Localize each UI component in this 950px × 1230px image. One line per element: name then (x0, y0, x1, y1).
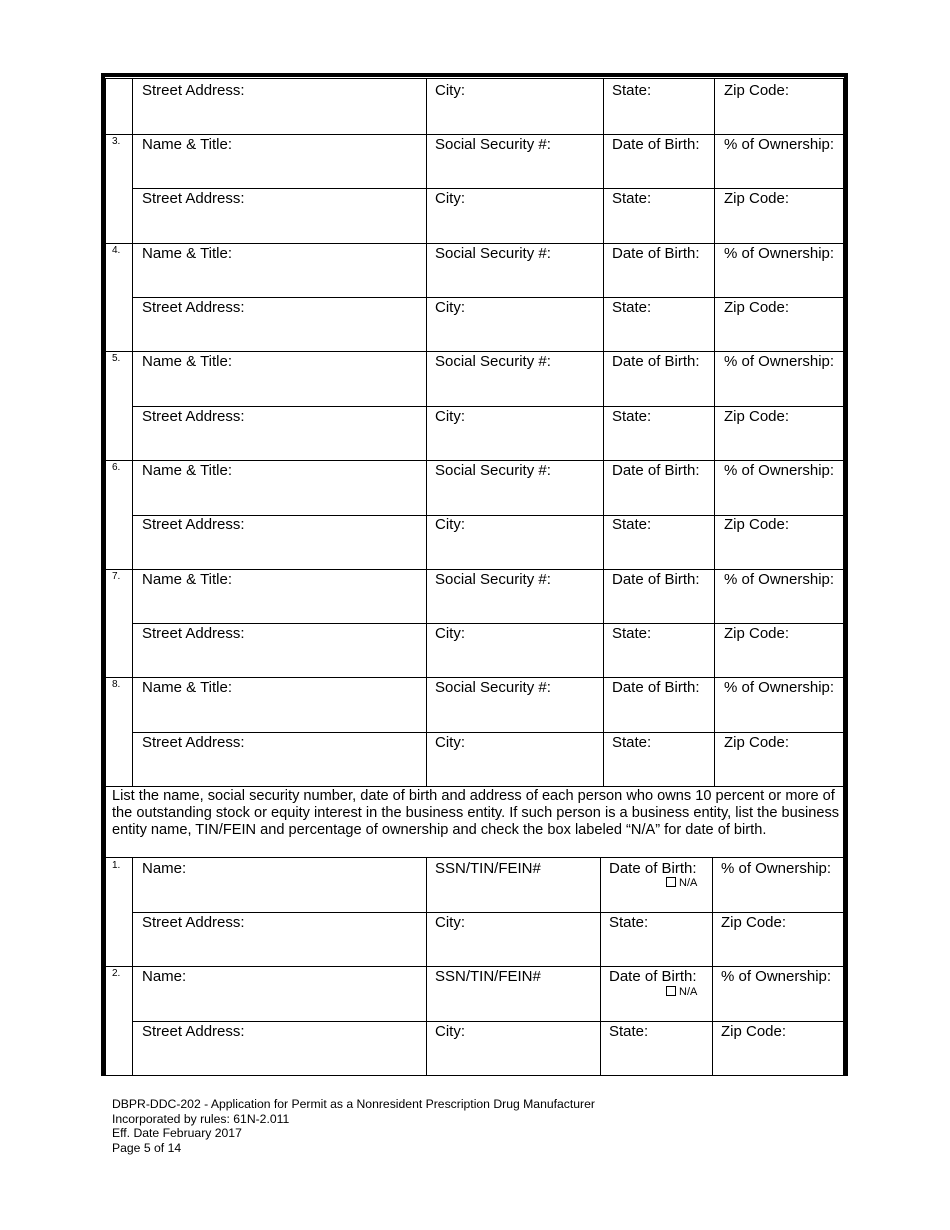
ownership-label: % of Ownership: (721, 968, 832, 985)
dob-label: Date of Birth: (612, 353, 700, 370)
city-label: City: (435, 516, 465, 533)
na-label: N/A (679, 877, 698, 889)
ownership-label: % of Ownership: (724, 571, 835, 588)
ownership-label: % of Ownership: (721, 860, 832, 877)
row-line (106, 569, 843, 570)
name-title-label: Name & Title: (142, 462, 233, 479)
row-line (133, 188, 843, 189)
col-divider-1-lower (426, 857, 427, 1076)
zip-code-label: Zip Code: (721, 1023, 787, 1040)
zip-code-label: Zip Code: (724, 408, 790, 425)
table-bottom-line (106, 1075, 843, 1076)
ssn-label: Social Security #: (435, 353, 551, 370)
state-label: State: (612, 299, 652, 316)
ssn-tin-fein-label: SSN/TIN/FEIN# (435, 968, 541, 985)
name-label: Name: (142, 968, 187, 985)
col-divider-2 (603, 79, 604, 786)
state-label: State: (609, 1023, 649, 1040)
name-title-label: Name & Title: (142, 136, 233, 153)
street-address-label: Street Address: (142, 625, 245, 642)
ssn-tin-fein-label: SSN/TIN/FEIN# (435, 860, 541, 877)
effective-date-line: Eff. Date February 2017 (112, 1126, 242, 1140)
row-line (133, 1021, 843, 1022)
row-number: 3. (112, 136, 121, 147)
row-number: 5. (112, 353, 121, 364)
row-line (106, 966, 843, 967)
dob-label: Date of Birth: (612, 679, 700, 696)
ownership-label: % of Ownership: (724, 245, 835, 262)
number-column-divider (132, 79, 133, 1076)
name-title-label: Name & Title: (142, 571, 233, 588)
zip-code-label: Zip Code: (724, 82, 790, 99)
row-line (106, 243, 843, 244)
instruction-text: List the name, social security number, date of birth and address of each person who owns 10 percent or more of the outstanding stock or equity interest in the business entity. If such person is a business entity, list the business entity name, TIN/FEIN and percentage of ownership and check the box labeled “N/A” for date of birth. (112, 788, 840, 838)
row-number: 8. (112, 679, 121, 690)
state-label: State: (612, 82, 652, 99)
form-id-line: DBPR-DDC-202 - Application for Permit as a Nonresident Prescription Drug Manufacturer (112, 1097, 595, 1111)
street-address-label: Street Address: (142, 1023, 245, 1040)
street-address-label: Street Address: (142, 82, 245, 99)
zip-code-label: Zip Code: (724, 625, 790, 642)
row-line (133, 912, 843, 913)
col-divider-2-lower (600, 857, 601, 1076)
ownership-label: % of Ownership: (724, 353, 835, 370)
na-checkbox[interactable] (666, 877, 676, 887)
street-address-label: Street Address: (142, 914, 245, 931)
state-label: State: (609, 914, 649, 931)
page-number: Page 5 of 14 (112, 1140, 182, 1155)
state-label: State: (612, 734, 652, 751)
zip-code-label: Zip Code: (724, 190, 790, 207)
city-label: City: (435, 734, 465, 751)
street-address-label: Street Address: (142, 516, 245, 533)
row-line (106, 134, 843, 135)
street-address-label: Street Address: (142, 734, 245, 751)
dob-label: Date of Birth: (612, 136, 700, 153)
street-address-label: Street Address: (142, 190, 245, 207)
city-label: City: (435, 408, 465, 425)
col-divider-3 (714, 79, 715, 786)
row-number: 4. (112, 245, 121, 256)
dob-label: Date of Birth: (609, 968, 697, 985)
row-line (106, 786, 843, 787)
ssn-label: Social Security #: (435, 679, 551, 696)
state-label: State: (612, 516, 652, 533)
row-line (106, 460, 843, 461)
row-line (106, 857, 843, 858)
ssn-label: Social Security #: (435, 136, 551, 153)
row-line (133, 732, 843, 733)
zip-code-label: Zip Code: (724, 299, 790, 316)
row-number: 6. (112, 462, 121, 473)
city-label: City: (435, 190, 465, 207)
ownership-label: % of Ownership: (724, 679, 835, 696)
city-label: City: (435, 1023, 465, 1040)
ssn-label: Social Security #: (435, 462, 551, 479)
street-address-label: Street Address: (142, 299, 245, 316)
zip-code-label: Zip Code: (724, 516, 790, 533)
ownership-label: % of Ownership: (724, 462, 835, 479)
row-number: 7. (112, 571, 121, 582)
dob-label: Date of Birth: (612, 462, 700, 479)
na-checkbox[interactable] (666, 986, 676, 996)
name-title-label: Name & Title: (142, 679, 233, 696)
rules-line: Incorporated by rules: 61N-2.011 (112, 1111, 290, 1126)
col-divider-1 (426, 79, 427, 786)
street-address-label: Street Address: (142, 408, 245, 425)
dob-label: Date of Birth: (612, 245, 700, 262)
ownership-label: % of Ownership: (724, 136, 835, 153)
city-label: City: (435, 82, 465, 99)
ssn-label: Social Security #: (435, 245, 551, 262)
row-number: 1. (112, 860, 121, 871)
page-footer (112, 1097, 595, 1155)
name-title-label: Name & Title: (142, 353, 233, 370)
col-divider-3-lower (712, 857, 713, 1076)
dob-label: Date of Birth: (609, 860, 697, 877)
ssn-label: Social Security #: (435, 571, 551, 588)
name-title-label: Name & Title: (142, 245, 233, 262)
city-label: City: (435, 625, 465, 642)
dob-label: Date of Birth: (612, 571, 700, 588)
zip-code-label: Zip Code: (724, 734, 790, 751)
zip-code-label: Zip Code: (721, 914, 787, 931)
row-line (106, 351, 843, 352)
na-label: N/A (679, 986, 698, 998)
row-line (133, 297, 843, 298)
row-line (133, 406, 843, 407)
name-label: Name: (142, 860, 187, 877)
row-number: 2. (112, 968, 121, 979)
state-label: State: (612, 625, 652, 642)
na-checkbox-option[interactable] (666, 877, 697, 889)
city-label: City: (435, 299, 465, 316)
na-checkbox-option[interactable] (666, 986, 697, 998)
city-label: City: (435, 914, 465, 931)
row-line (106, 677, 843, 678)
state-label: State: (612, 190, 652, 207)
row-line (133, 623, 843, 624)
state-label: State: (612, 408, 652, 425)
